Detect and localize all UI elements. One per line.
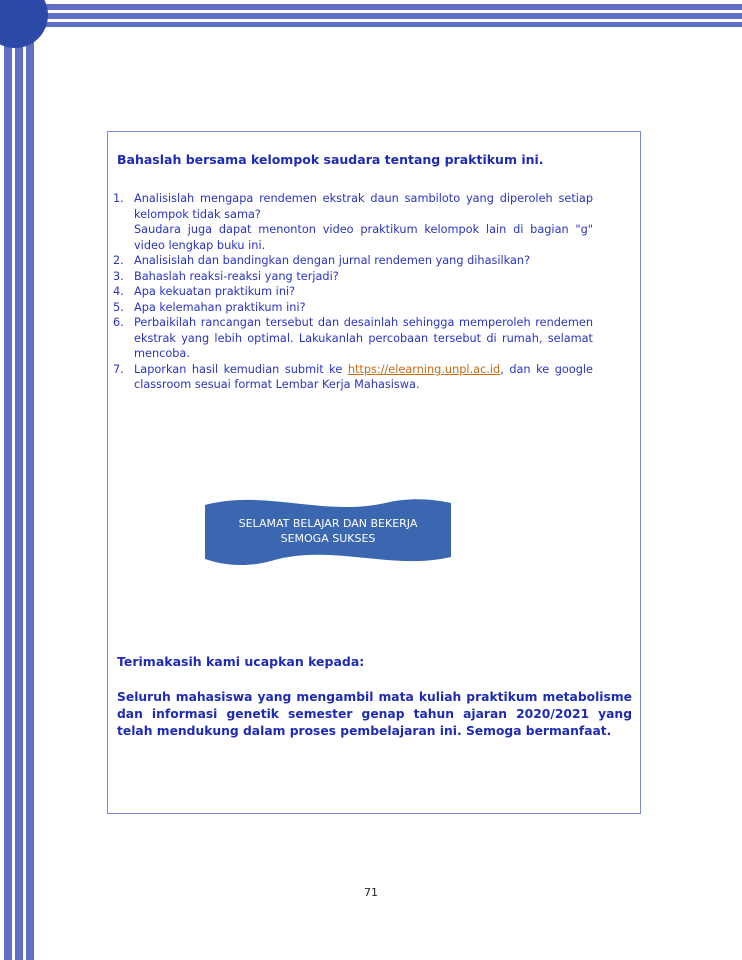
list-item — [113, 253, 593, 269]
list-item — [113, 315, 593, 362]
banner-line-1: SELAMAT BELAJAR DAN BEKERJA — [238, 517, 418, 530]
item-number: 5. — [113, 300, 124, 314]
item-text-after-link: , dan ke google classroom sesuai format Lembar Kerja Mahasiswa. — [134, 362, 593, 391]
list-item — [113, 362, 593, 393]
item-number: 6. — [113, 316, 124, 329]
acknowledgement-text: Seluruh mahasiswa yang mengambil mata kuliah praktikum metabolisme dan informasi genetik semester genap tahun ajaran 2020/2021 yang telah mendukung dalam proses pembelajaran ini. Semoga bermanfaat. — [117, 690, 632, 738]
corner-circle-ornament — [0, 0, 48, 48]
item-note: Saudara juga dapat menonton video praktikum kelompok lain di bagian "g" video lengkap buku ini. — [134, 223, 593, 252]
item-text: Apa kelemahan praktikum ini? — [134, 300, 306, 314]
list-item — [113, 269, 593, 285]
list-item — [113, 284, 593, 300]
question-list — [113, 191, 593, 393]
list-item — [113, 300, 593, 316]
thanks-heading: Terimakasih kami ucapkan kepada: — [117, 654, 365, 669]
page-number: 71 — [364, 886, 378, 899]
left-border-stripes — [0, 0, 40, 960]
item-text: Bahaslah reaksi-reaksi yang terjadi? — [134, 269, 339, 283]
banner-line-2: SEMOGA SUKSES — [280, 532, 376, 545]
greeting-banner-text — [210, 516, 446, 546]
item-text: Analisislah dan bandingkan dengan jurnal rendemen yang dihasilkan? — [134, 254, 531, 267]
item-number: 1. — [113, 192, 124, 205]
item-text-before-link: Laporkan hasil kemudian submit ke — [134, 362, 348, 376]
item-text: Perbaikilah rancangan tersebut dan desainlah sehingga memperoleh rendemen ekstrak yang lebih optimal. Lakukanlah percobaan tersebut di rumah, selamat mencoba. — [134, 316, 593, 360]
item-text: Analisislah mengapa rendemen ekstrak daun sambiloto yang diperoleh setiap kelompok tidak sama? — [134, 192, 593, 221]
item-number: 4. — [113, 285, 124, 298]
top-border-stripes — [0, 0, 742, 30]
item-text: Apa kekuatan praktikum ini? — [134, 285, 296, 298]
discussion-heading: Bahaslah bersama kelompok saudara tentang praktikum ini. — [117, 152, 544, 167]
item-number: 2. — [113, 254, 124, 267]
elearning-link[interactable]: https://elearning.unpl.ac.id — [347, 362, 501, 376]
item-number: 3. — [113, 269, 124, 283]
list-item — [113, 191, 593, 253]
item-number: 7. — [113, 362, 124, 376]
